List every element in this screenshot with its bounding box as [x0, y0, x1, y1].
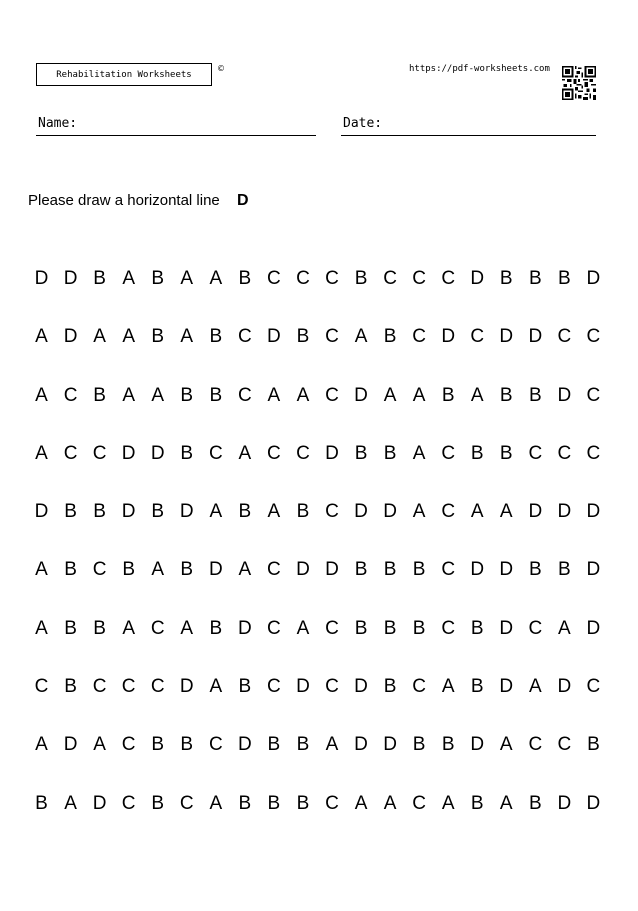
letter-cell[interactable]: C — [92, 442, 107, 464]
site-url[interactable]: https://pdf-worksheets.com — [409, 64, 550, 74]
letter-cell[interactable]: C — [150, 676, 165, 698]
letter-cell[interactable]: C — [63, 384, 78, 406]
letter-cell[interactable]: C — [121, 792, 136, 814]
letter-cell[interactable]: A — [122, 268, 135, 289]
letter-cell[interactable]: C — [325, 792, 339, 814]
letter-cell[interactable]: B — [151, 501, 165, 523]
letter-cell[interactable]: B — [151, 326, 165, 348]
letter-cell[interactable]: A — [412, 384, 426, 406]
letter-cell[interactable]: D — [470, 268, 485, 289]
letter-cell[interactable]: D — [179, 676, 194, 698]
letter-cell[interactable]: C — [267, 442, 281, 464]
letter-cell[interactable]: A — [267, 384, 281, 406]
letter-cell[interactable]: A — [151, 384, 165, 406]
letter-cell[interactable]: B — [151, 268, 165, 289]
letter-cell[interactable]: B — [180, 384, 194, 406]
instruction — [28, 192, 249, 210]
letter-cell[interactable]: C — [586, 676, 601, 698]
letter-cell[interactable]: C — [237, 384, 252, 406]
letter-cell[interactable]: C — [412, 792, 426, 814]
letter-cell[interactable]: C — [557, 734, 572, 756]
letter-row — [27, 440, 617, 498]
letter-cell[interactable]: C — [412, 326, 426, 348]
letter-grid — [27, 265, 617, 848]
letter-cell[interactable]: B — [354, 268, 368, 289]
letter-cell[interactable]: A — [238, 442, 252, 464]
letter-cell[interactable]: B — [412, 734, 426, 756]
letter-cell[interactable]: D — [237, 617, 252, 639]
letter-cell[interactable]: D — [528, 501, 543, 523]
letter-cell[interactable]: A — [180, 326, 194, 348]
letter-row — [27, 615, 617, 673]
letter-cell[interactable]: C — [441, 501, 456, 523]
letter-cell[interactable]: A — [267, 501, 281, 523]
letter-cell[interactable]: B — [441, 384, 455, 406]
letter-cell[interactable]: B — [122, 559, 135, 581]
letter-cell[interactable]: B — [296, 501, 310, 523]
letter-cell[interactable]: B — [180, 442, 194, 464]
letter-cell[interactable]: D — [354, 676, 368, 698]
letter-cell[interactable]: B — [470, 676, 484, 698]
letter-cell[interactable]: D — [499, 676, 514, 698]
letter-cell[interactable]: A — [470, 384, 484, 406]
letter-cell[interactable]: B — [528, 384, 542, 406]
letter-cell[interactable]: B — [296, 792, 310, 814]
letter-cell[interactable]: C — [383, 268, 397, 289]
letter-cell[interactable]: A — [35, 326, 48, 348]
letter-cell[interactable]: D — [470, 734, 485, 756]
letter-cell[interactable]: C — [325, 268, 339, 289]
letter-cell[interactable]: A — [180, 268, 194, 289]
letter-cell[interactable]: A — [122, 384, 135, 406]
letter-cell[interactable]: D — [325, 442, 339, 464]
letter-cell[interactable]: A — [296, 617, 310, 639]
letter-cell[interactable]: D — [383, 501, 397, 523]
letter-cell[interactable]: B — [383, 676, 397, 698]
letter-cell[interactable]: B — [558, 559, 571, 581]
letter-cell[interactable]: A — [499, 734, 513, 756]
letter-cell[interactable]: D — [121, 442, 136, 464]
letter-cell[interactable]: A — [412, 442, 426, 464]
letter-cell[interactable]: B — [238, 501, 252, 523]
letter-cell[interactable]: C — [34, 676, 49, 698]
letter-cell[interactable]: C — [267, 268, 281, 289]
letter-cell[interactable]: C — [267, 559, 281, 581]
letter-cell[interactable]: B — [35, 792, 48, 814]
letter-cell[interactable]: C — [528, 734, 543, 756]
letter-cell[interactable]: B — [209, 384, 223, 406]
letter-cell[interactable]: C — [528, 617, 543, 639]
letter-cell[interactable]: C — [412, 676, 426, 698]
letter-cell[interactable]: C — [121, 676, 136, 698]
letter-row — [27, 731, 617, 789]
letter-cell[interactable]: D — [208, 559, 223, 581]
letter-cell[interactable]: B — [209, 617, 223, 639]
letter-cell[interactable]: A — [35, 734, 48, 756]
letter-row — [27, 323, 617, 381]
letter-cell[interactable]: C — [586, 384, 601, 406]
letter-cell[interactable]: C — [325, 676, 339, 698]
letter-cell[interactable]: A — [35, 617, 48, 639]
letter-cell[interactable]: D — [92, 792, 107, 814]
letter-cell[interactable]: D — [557, 676, 572, 698]
letter-cell[interactable]: D — [499, 559, 514, 581]
letter-cell[interactable]: A — [122, 326, 135, 348]
letter-row — [27, 382, 617, 440]
target-letter: D — [237, 192, 249, 209]
letter-cell[interactable]: D — [586, 559, 601, 581]
letter-cell[interactable]: C — [296, 268, 310, 289]
letter-cell[interactable]: A — [35, 442, 48, 464]
letter-cell[interactable]: A — [180, 617, 194, 639]
letter-cell[interactable]: C — [121, 734, 136, 756]
letter-cell[interactable]: B — [499, 442, 513, 464]
name-label: Name: — [38, 116, 78, 131]
letter-row — [27, 498, 617, 556]
letter-cell[interactable]: D — [296, 676, 310, 698]
letter-cell[interactable]: A — [296, 384, 310, 406]
letter-cell[interactable]: C — [92, 559, 107, 581]
letter-cell[interactable]: B — [412, 559, 426, 581]
letter-cell[interactable]: C — [325, 384, 339, 406]
instruction-text: Please draw a horizontal line — [28, 192, 220, 209]
letter-cell[interactable]: C — [325, 326, 339, 348]
letter-cell[interactable]: C — [208, 734, 223, 756]
letter-cell[interactable]: B — [93, 384, 106, 406]
letter-cell[interactable]: A — [470, 501, 484, 523]
letter-cell[interactable]: B — [354, 442, 368, 464]
letter-cell[interactable]: B — [64, 559, 77, 581]
letter-cell[interactable]: C — [325, 617, 339, 639]
letter-cell[interactable]: B — [528, 268, 542, 289]
letter-cell[interactable]: B — [180, 734, 194, 756]
letter-cell[interactable]: B — [383, 559, 397, 581]
letter-cell[interactable]: D — [441, 326, 456, 348]
letter-cell[interactable]: A — [499, 501, 513, 523]
letter-cell[interactable]: B — [383, 326, 397, 348]
letter-cell[interactable]: D — [34, 501, 49, 523]
letter-cell[interactable]: D — [63, 734, 78, 756]
letter-cell[interactable]: C — [441, 617, 456, 639]
letter-cell[interactable]: C — [528, 442, 543, 464]
date-field[interactable] — [341, 116, 596, 136]
letter-cell[interactable]: B — [238, 676, 252, 698]
letter-cell[interactable]: D — [121, 501, 136, 523]
date-label: Date: — [343, 116, 383, 131]
letter-cell[interactable]: D — [586, 617, 601, 639]
letter-cell[interactable]: D — [34, 268, 49, 289]
letter-cell[interactable]: D — [557, 384, 572, 406]
letter-cell[interactable]: D — [586, 268, 601, 289]
letter-cell[interactable]: D — [354, 384, 368, 406]
letter-cell[interactable]: C — [412, 268, 426, 289]
letter-cell[interactable]: D — [383, 734, 397, 756]
letter-cell[interactable]: A — [209, 268, 223, 289]
letter-cell[interactable]: A — [35, 559, 48, 581]
letter-cell[interactable]: A — [209, 501, 223, 523]
letter-cell[interactable]: C — [179, 792, 194, 814]
letter-cell[interactable]: B — [528, 792, 542, 814]
letter-cell[interactable]: B — [267, 792, 281, 814]
letter-cell[interactable]: B — [296, 734, 310, 756]
letter-cell[interactable]: A — [122, 617, 135, 639]
letter-cell[interactable]: D — [325, 559, 339, 581]
letter-cell[interactable]: A — [558, 617, 571, 639]
letter-cell[interactable]: A — [64, 792, 77, 814]
letter-cell[interactable]: D — [296, 559, 310, 581]
letter-cell[interactable]: D — [354, 501, 368, 523]
letter-cell[interactable]: A — [209, 676, 223, 698]
letter-cell[interactable]: D — [150, 442, 165, 464]
letter-cell[interactable]: A — [238, 559, 252, 581]
letter-cell[interactable]: C — [441, 559, 456, 581]
letter-cell[interactable]: B — [180, 559, 194, 581]
brand-label: Rehabilitation Worksheets — [36, 63, 212, 86]
letter-cell[interactable]: C — [470, 326, 485, 348]
letter-cell[interactable]: D — [470, 559, 485, 581]
letter-cell[interactable]: B — [499, 268, 513, 289]
letter-cell[interactable]: D — [267, 326, 281, 348]
copyright-mark: © — [217, 64, 225, 73]
letter-cell[interactable]: D — [237, 734, 252, 756]
letter-cell[interactable]: D — [586, 792, 601, 814]
letter-cell[interactable]: B — [209, 326, 223, 348]
letter-cell[interactable]: C — [557, 326, 572, 348]
letter-cell[interactable]: C — [325, 501, 339, 523]
letter-cell[interactable]: D — [179, 501, 194, 523]
letter-cell[interactable]: A — [354, 326, 368, 348]
letter-cell[interactable]: A — [35, 384, 48, 406]
letter-cell[interactable]: A — [499, 792, 513, 814]
letter-cell[interactable]: B — [470, 617, 484, 639]
letter-cell[interactable]: D — [528, 326, 543, 348]
letter-cell[interactable]: B — [354, 559, 368, 581]
letter-cell[interactable]: D — [63, 268, 78, 289]
letter-cell[interactable]: B — [354, 617, 368, 639]
letter-cell[interactable]: D — [499, 617, 514, 639]
letter-cell[interactable]: A — [151, 559, 165, 581]
letter-cell[interactable]: B — [267, 734, 281, 756]
letter-cell[interactable]: B — [64, 676, 77, 698]
letter-cell[interactable]: C — [557, 442, 572, 464]
letter-cell[interactable]: B — [296, 326, 310, 348]
letter-cell[interactable]: B — [441, 734, 455, 756]
letter-cell[interactable]: A — [441, 676, 455, 698]
letter-cell[interactable]: B — [151, 792, 165, 814]
letter-cell[interactable]: B — [383, 442, 397, 464]
letter-cell[interactable]: C — [296, 442, 310, 464]
letter-cell[interactable]: B — [93, 501, 106, 523]
letter-cell[interactable]: B — [64, 501, 77, 523]
letter-cell[interactable]: D — [557, 792, 572, 814]
letter-row — [27, 265, 617, 323]
letter-row — [27, 673, 617, 731]
letter-cell[interactable]: D — [499, 326, 514, 348]
letter-cell[interactable]: C — [150, 617, 165, 639]
letter-cell[interactable]: B — [383, 617, 397, 639]
letter-cell[interactable]: A — [93, 326, 106, 348]
letter-cell[interactable]: D — [354, 734, 368, 756]
name-field[interactable] — [36, 116, 316, 136]
letter-cell[interactable]: A — [209, 792, 223, 814]
letter-cell[interactable]: A — [325, 734, 339, 756]
letter-cell[interactable]: B — [64, 617, 77, 639]
letter-cell[interactable]: C — [208, 442, 223, 464]
letter-cell[interactable]: A — [383, 792, 397, 814]
letter-cell[interactable]: B — [470, 442, 484, 464]
letter-cell[interactable]: C — [267, 617, 281, 639]
letter-cell[interactable]: B — [470, 792, 484, 814]
letter-row — [27, 790, 617, 848]
letter-cell[interactable]: C — [92, 676, 107, 698]
letter-cell[interactable]: B — [238, 268, 252, 289]
letter-cell[interactable]: B — [412, 617, 426, 639]
letter-cell[interactable]: C — [267, 676, 281, 698]
letter-cell[interactable]: A — [412, 501, 426, 523]
letter-cell[interactable]: A — [354, 792, 368, 814]
letter-cell[interactable]: C — [586, 442, 601, 464]
letter-cell[interactable]: C — [586, 326, 601, 348]
letter-cell[interactable]: B — [151, 734, 165, 756]
qr-code-icon — [562, 66, 596, 100]
letter-cell[interactable]: C — [441, 442, 456, 464]
letter-cell[interactable]: C — [237, 326, 252, 348]
letter-cell[interactable]: A — [528, 676, 542, 698]
letter-cell[interactable]: B — [558, 268, 571, 289]
letter-cell[interactable]: B — [499, 384, 513, 406]
letter-cell[interactable]: B — [93, 617, 106, 639]
letter-cell[interactable]: A — [441, 792, 455, 814]
letter-cell[interactable]: B — [528, 559, 542, 581]
letter-row — [27, 556, 617, 614]
letter-cell[interactable]: C — [63, 442, 78, 464]
letter-cell[interactable]: A — [93, 734, 106, 756]
letter-cell[interactable]: D — [63, 326, 78, 348]
letter-cell[interactable]: C — [441, 268, 456, 289]
letter-cell[interactable]: B — [93, 268, 106, 289]
letter-cell[interactable]: D — [586, 501, 601, 523]
letter-cell[interactable]: B — [587, 734, 600, 756]
letter-cell[interactable]: B — [238, 792, 252, 814]
letter-cell[interactable]: D — [557, 501, 572, 523]
letter-cell[interactable]: A — [383, 384, 397, 406]
